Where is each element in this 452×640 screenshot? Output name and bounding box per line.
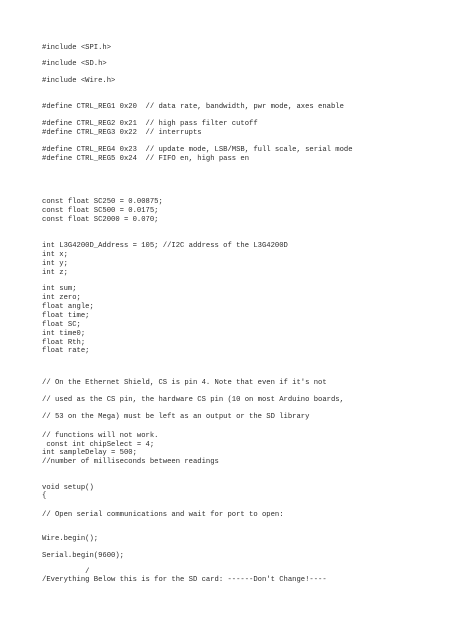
code-line-define-reg1: #define CTRL_REG1 0x20 // data rate, bandwidth, pwr mode, axes enable <box>42 103 344 111</box>
code-line-float-sc: float SC; <box>42 321 81 329</box>
code-line-sc2000: const float SC2000 = 0.070; <box>42 216 159 224</box>
code-line-comment-mega: // 53 on the Mega) must be left as an output or the SD library <box>42 413 310 421</box>
code-line-comment-functions: // functions will not work. <box>42 432 159 440</box>
code-line-sample-delay: int sampleDelay = 500; <box>42 449 137 457</box>
code-line-open-brace: { <box>42 492 47 500</box>
code-line-int-z: int z; <box>42 269 68 277</box>
code-line-wire-begin: Wire.begin(); <box>42 535 99 543</box>
code-line-sc250: const float SC250 = 0.00875; <box>42 198 163 206</box>
code-line-define-reg2: #define CTRL_REG2 0x21 // high pass filter cutoff <box>42 120 258 128</box>
code-line-int-x: int x; <box>42 251 68 259</box>
code-line-define-reg4: #define CTRL_REG4 0x23 // update mode, LSB/MSB, full scale, serial mode <box>42 146 353 154</box>
code-line-comment-serial: // Open serial communications and wait for port to open: <box>42 511 284 519</box>
code-line-define-reg3: #define CTRL_REG3 0x22 // interrupts <box>42 129 202 137</box>
code-line-define-reg5: #define CTRL_REG5 0x24 // FIFO en, high pass en <box>42 155 250 163</box>
code-line-serial-begin: Serial.begin(9600); <box>42 552 124 560</box>
code-line-include-wire: #include <Wire.h> <box>42 77 116 85</box>
code-line-comment-cs-pin: // used as the CS pin, the hardware CS pin (10 on most Arduino boards, <box>42 396 344 404</box>
code-line-chipselect: const int chipSelect = 4; <box>42 441 155 449</box>
code-line-include-spi: #include <SPI.h> <box>42 44 112 52</box>
code-line-address: int L3G4200D_Address = 105; //I2C address of the L3G4200D <box>42 242 288 250</box>
code-line-float-rth: float Rth; <box>42 339 86 347</box>
code-line-comment-sd-card: /Everything Below this is for the SD card: ------Don't Change!---- <box>42 576 327 584</box>
code-line-int-time0: int time0; <box>42 330 86 338</box>
code-line-float-rate: float rate; <box>42 347 90 355</box>
code-line-sc500: const float SC500 = 0.0175; <box>42 207 159 215</box>
code-line-comment-ethernet: // On the Ethernet Shield, CS is pin 4. Note that even if it's not <box>42 379 327 387</box>
code-line-slash: / <box>42 568 90 576</box>
code-line-int-y: int y; <box>42 260 68 268</box>
code-line-comment-readings: //number of milliseconds between readings <box>42 458 219 466</box>
code-line-int-zero: int zero; <box>42 294 81 302</box>
code-line-include-sd: #include <SD.h> <box>42 60 107 68</box>
code-line-void-setup: void setup() <box>42 484 94 492</box>
code-line-float-time: float time; <box>42 312 90 320</box>
code-line-float-angle: float angle; <box>42 303 94 311</box>
code-line-int-sum: int sum; <box>42 285 77 293</box>
